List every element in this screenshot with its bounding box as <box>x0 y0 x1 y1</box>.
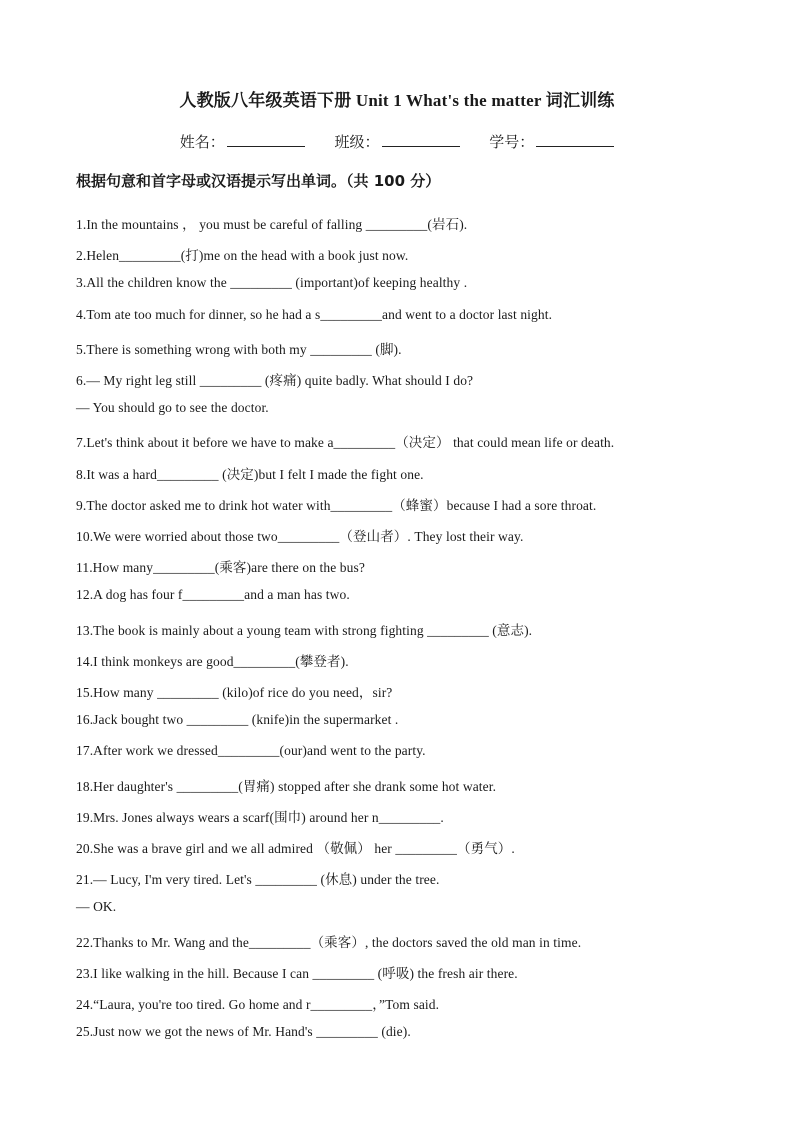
question-line: 23.I like walking in the hill. Because I can _________ (呼吸) the fresh air there. <box>76 966 518 981</box>
question-line: 2.Helen_________(打)me on the head with a book just now. <box>76 248 409 263</box>
question-line: — OK. <box>76 899 117 914</box>
question-line: 9.The doctor asked me to drink hot water with_________（蜂蜜）because I had a sore throat. <box>76 498 597 513</box>
question-line: 24.“Laura, you're too tired. Go home and r_________，”Tom said. <box>76 997 440 1012</box>
question-line: 19.Mrs. Jones always wears a scarf(围巾) around her n_________. <box>76 810 444 825</box>
class-field <box>334 131 459 152</box>
question-line: 7.Let's think about it before we have to make a_________（决定） that could mean life or death. <box>76 435 615 450</box>
question-line: 16.Jack bought two _________ (knife)in the supermarket . <box>76 712 399 727</box>
class-blank[interactable] <box>382 132 460 147</box>
question-line: 1.In the mountains ， you must be careful of falling _________(岩石). <box>76 217 468 232</box>
question-line: 10.We were worried about those two_________（登山者）. They lost their way. <box>76 529 524 544</box>
class-label: 班级： <box>334 135 380 151</box>
question-line: 17.After work we dressed_________(our)and went to the party. <box>76 743 426 758</box>
question-line: 5.There is something wrong with both my _________ (脚). <box>76 342 402 357</box>
question-line: 13.The book is mainly about a young team with strong fighting _________ (意志). <box>76 623 533 638</box>
name-field <box>180 131 305 152</box>
question-line: 3.All the children know the _________ (important)of keeping healthy . <box>76 275 468 290</box>
student-id-field <box>489 131 614 152</box>
instructions: 根据句意和首字母或汉语提示写出单词。（共 100 分） <box>76 172 441 190</box>
name-label: 姓名： <box>179 135 225 151</box>
student-id-label: 学号： <box>489 135 535 151</box>
question-line: 4.Tom ate too much for dinner, so he had a s_________and went to a doctor last night. <box>76 307 553 322</box>
question-line: — You should go to see the doctor. <box>76 400 269 415</box>
question-line: 22.Thanks to Mr. Wang and the_________（乘客）, the doctors saved the old man in time. <box>76 935 582 950</box>
question-line: 18.Her daughter's _________(胃痛) stopped after she drank some hot water. <box>76 779 497 794</box>
question-line: 8.It was a hard_________ (决定)but I felt I made the fight one. <box>76 467 424 482</box>
question-line: 11.How many_________(乘客)are there on the bus? <box>76 560 365 575</box>
question-line: 14.I think monkeys are good_________(攀登者). <box>76 654 349 669</box>
question-line: 21.— Lucy, I'm very tired. Let's _________ (休息) under the tree. <box>76 872 440 887</box>
question-line: 25.Just now we got the news of Mr. Hand's _________ (die). <box>76 1024 411 1039</box>
name-blank[interactable] <box>227 132 305 147</box>
question-line: 12.A dog has four f_________and a man has two. <box>76 587 350 602</box>
student-info-row <box>0 131 794 152</box>
question-line: 15.How many _________ (kilo)of rice do you need，sir? <box>76 685 393 700</box>
page-title: 人教版八年级英语下册 Unit 1 What's the matter 词汇训练 <box>179 91 615 110</box>
question-line: 6.— My right leg still _________ (疼痛) quite badly. What should I do? <box>76 373 474 388</box>
question-line: 20.She was a brave girl and we all admired （敬佩） her _________（勇气）. <box>76 841 515 856</box>
student-id-blank[interactable] <box>536 132 614 147</box>
